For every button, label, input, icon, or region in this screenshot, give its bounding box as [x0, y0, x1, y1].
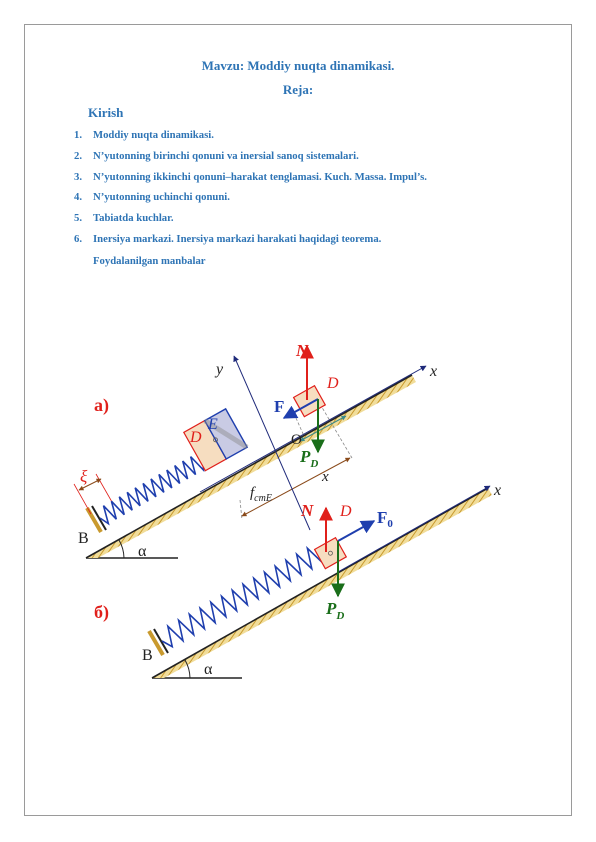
normal-force-label: N [296, 341, 309, 360]
block-d-top [294, 386, 326, 417]
sources-item: Foydalanilgan manbalar [93, 255, 206, 267]
wall-label: B [142, 647, 153, 664]
block-d-label: D [340, 503, 352, 520]
item-number: 5. [74, 212, 83, 225]
xi-label: ξ [80, 467, 88, 486]
item-text: N’yutonning uchinchi qonuni. [93, 191, 230, 204]
item-text: N’yutonning ikkinchi qonuni–harakat tenglamasi. Kuch. Massa. Impul’s. [93, 170, 427, 183]
spring-a [100, 457, 203, 524]
incline-surface [86, 375, 412, 558]
wall-label: B [78, 530, 89, 547]
xi-extension [96, 474, 112, 502]
intro-heading: Kirish [88, 105, 124, 120]
block-d-label: D [190, 429, 202, 446]
item-number: 1. [74, 129, 83, 141]
block-d-body [315, 538, 347, 569]
item-text: Moddiy nuqta dinamikasi. [93, 129, 214, 141]
item-number: 4. [74, 191, 83, 204]
block-d-top-label: D [327, 375, 339, 392]
item-text: Tabiatda kuchlar. [93, 212, 174, 225]
block-d-b [315, 538, 347, 569]
dim-extension [240, 500, 242, 520]
plan-heading: Reja: [282, 82, 314, 97]
block-e-label: E [208, 416, 218, 433]
block-d-body [294, 386, 326, 417]
panel-a-label: а) [94, 395, 109, 415]
force-f-label: F [274, 397, 285, 416]
item-number: 3. [74, 170, 83, 183]
angle-label: α [204, 661, 213, 678]
normal-force-label: N [301, 501, 314, 520]
wall-hatch [87, 508, 101, 532]
x-axis-label: x [494, 482, 502, 499]
weight-label: $P_D$ [326, 599, 345, 622]
panel-a [74, 341, 437, 560]
origin-label: O [291, 432, 302, 448]
y-axis-label: y [216, 361, 224, 378]
topic-title: Mavzu: Moddiy nuqta dinamikasi. [201, 58, 395, 73]
weight-label: $P_D$ [300, 447, 319, 470]
item-number: 6. [74, 232, 83, 245]
incline-surface [152, 488, 488, 678]
angle-label: α [138, 543, 147, 560]
x-axis-label: x [430, 363, 438, 380]
x-dim-label: x [322, 469, 329, 485]
force-f0-label: $F_0$ [377, 508, 393, 530]
panel-b [94, 482, 501, 678]
item-number: 2. [74, 149, 83, 162]
item-text: N’yutonning birinchi qonuni va inersial sanoq sistemalari. [93, 149, 359, 162]
force-f0-arrow [338, 521, 374, 541]
f-dim-label: $f_{cmE}$ [250, 485, 272, 504]
panel-b-label: б) [94, 602, 109, 622]
item-text: Inersiya markazi. Inersiya markazi harakati haqidagi teorema. [93, 232, 382, 245]
x-dimension [300, 416, 346, 441]
